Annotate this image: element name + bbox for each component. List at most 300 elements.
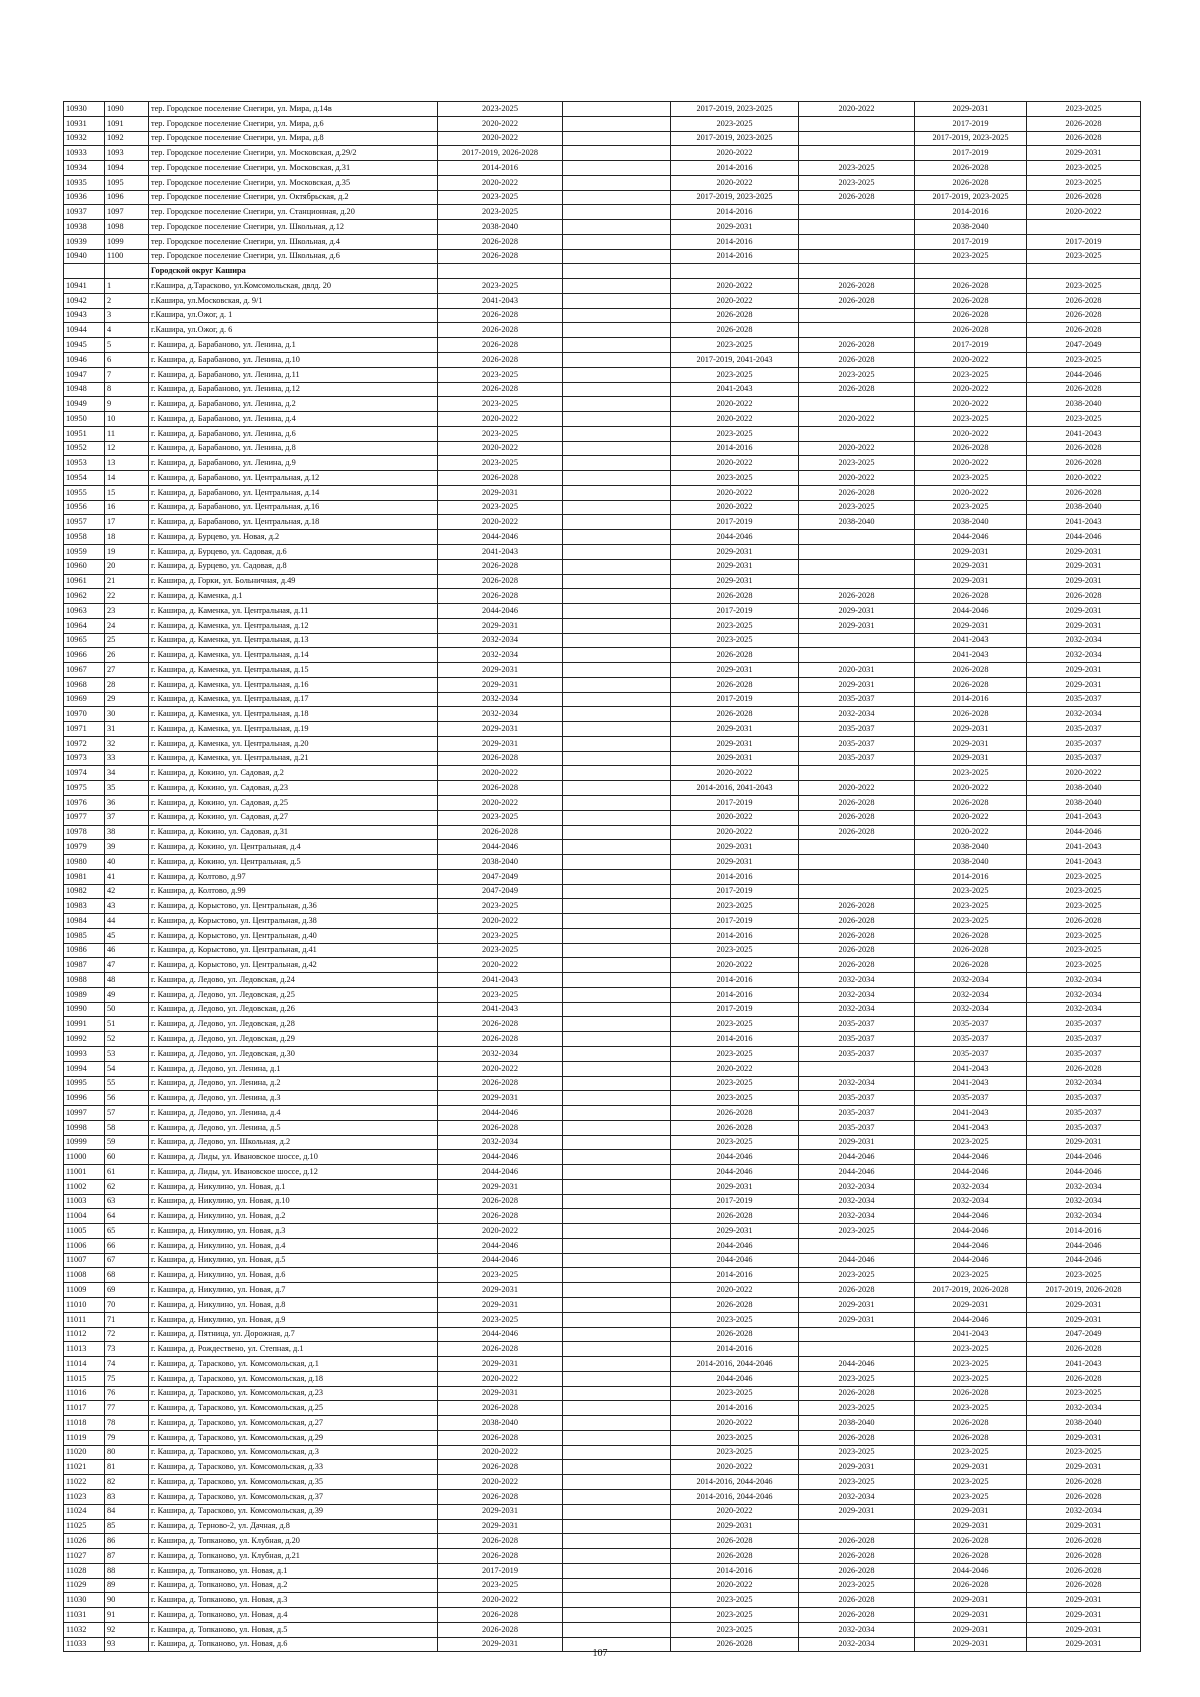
period-cell: 2026-2028 bbox=[1027, 1563, 1141, 1578]
period-cell: 2029-2031 bbox=[915, 736, 1027, 751]
address-cell: г. Кашира, д. Тарасково, ул. Комсомольская, д.27 bbox=[149, 1416, 438, 1431]
period-cell bbox=[563, 1194, 671, 1209]
period-cell: 2035-2037 bbox=[1027, 1032, 1141, 1047]
row-id-cell: 10974 bbox=[64, 766, 105, 781]
period-cell: 2014-2016 bbox=[671, 1563, 799, 1578]
period-cell: 2026-2028 bbox=[1027, 441, 1141, 456]
period-cell: 2026-2028 bbox=[438, 1194, 563, 1209]
row-id-cell: 11019 bbox=[64, 1430, 105, 1445]
period-cell: 2020-2022 bbox=[671, 810, 799, 825]
period-cell: 2044-2046 bbox=[438, 1165, 563, 1180]
period-cell: 2026-2028 bbox=[915, 161, 1027, 176]
row-number-cell: 35 bbox=[105, 781, 149, 796]
period-cell: 2023-2025 bbox=[1027, 1386, 1141, 1401]
address-cell: г. Кашира, д. Ледово, ул. Ледовская, д.28 bbox=[149, 1017, 438, 1032]
row-id-cell: 11021 bbox=[64, 1460, 105, 1475]
row-id-cell: 11033 bbox=[64, 1637, 105, 1652]
period-cell bbox=[799, 131, 915, 146]
period-cell: 2023-2025 bbox=[671, 1312, 799, 1327]
period-cell: 2029-2031 bbox=[915, 1519, 1027, 1534]
period-cell: 2041-2043 bbox=[915, 1061, 1027, 1076]
row-id-cell: 10973 bbox=[64, 751, 105, 766]
period-cell: 2029-2031 bbox=[799, 604, 915, 619]
period-cell: 2026-2028 bbox=[671, 1209, 799, 1224]
period-cell: 2023-2025 bbox=[1027, 899, 1141, 914]
table-row bbox=[64, 1135, 1141, 1150]
row-number-cell: 1097 bbox=[105, 205, 149, 220]
period-cell: 2032-2034 bbox=[1027, 648, 1141, 663]
period-cell bbox=[563, 958, 671, 973]
row-number-cell: 1 bbox=[105, 279, 149, 294]
period-cell: 2032-2034 bbox=[1027, 1209, 1141, 1224]
period-cell: 2014-2016, 2044-2046 bbox=[671, 1357, 799, 1372]
period-cell: 2023-2025 bbox=[671, 1430, 799, 1445]
period-cell: 2026-2028 bbox=[1027, 323, 1141, 338]
period-cell bbox=[563, 751, 671, 766]
table-row bbox=[64, 840, 1141, 855]
table-row bbox=[64, 663, 1141, 678]
row-number-cell: 58 bbox=[105, 1120, 149, 1135]
period-cell: 2029-2031 bbox=[915, 722, 1027, 737]
period-cell: 2020-2022 bbox=[671, 146, 799, 161]
address-cell: г. Кашира, д. Барабаново, ул. Центральная, д.14 bbox=[149, 485, 438, 500]
period-cell bbox=[563, 544, 671, 559]
row-id-cell: 10935 bbox=[64, 175, 105, 190]
address-cell: тер. Городское поселение Снегири, ул. Московская, д.35 bbox=[149, 175, 438, 190]
address-cell: г. Кашира, д. Никулино, ул. Новая, д.8 bbox=[149, 1298, 438, 1313]
address-cell: г.Кашира, ул.Ожог, д. 6 bbox=[149, 323, 438, 338]
period-cell: 2023-2025 bbox=[671, 1017, 799, 1032]
address-cell: г. Кашира, д. Ледово, ул. Ледовская, д.30 bbox=[149, 1047, 438, 1062]
period-cell: 2029-2031 bbox=[1027, 1460, 1141, 1475]
period-cell: 2029-2031 bbox=[671, 663, 799, 678]
table-row bbox=[64, 559, 1141, 574]
period-cell: 2023-2025 bbox=[671, 1076, 799, 1091]
row-number-cell: 61 bbox=[105, 1165, 149, 1180]
row-id-cell: 10979 bbox=[64, 840, 105, 855]
row-id-cell: 10969 bbox=[64, 692, 105, 707]
period-cell: 2026-2028 bbox=[799, 899, 915, 914]
row-id-cell: 10952 bbox=[64, 441, 105, 456]
period-cell: 2035-2037 bbox=[1027, 1106, 1141, 1121]
row-number-cell: 65 bbox=[105, 1224, 149, 1239]
period-cell: 2038-2040 bbox=[799, 1416, 915, 1431]
period-cell: 2026-2028 bbox=[915, 1549, 1027, 1564]
table-row bbox=[64, 1061, 1141, 1076]
period-cell: 2041-2043 bbox=[1027, 426, 1141, 441]
address-cell: г. Кашира, д. Каменка, ул. Центральная, д.21 bbox=[149, 751, 438, 766]
period-cell bbox=[563, 441, 671, 456]
period-cell: 2014-2016, 2044-2046 bbox=[671, 1475, 799, 1490]
row-number-cell: 25 bbox=[105, 633, 149, 648]
period-cell bbox=[563, 633, 671, 648]
period-cell: 2044-2046 bbox=[671, 1165, 799, 1180]
period-cell: 2029-2031 bbox=[438, 1637, 563, 1652]
period-cell: 2020-2022 bbox=[671, 397, 799, 412]
period-cell: 2029-2031 bbox=[1027, 1622, 1141, 1637]
period-cell: 2035-2037 bbox=[799, 1106, 915, 1121]
table-row bbox=[64, 530, 1141, 545]
period-cell: 2041-2043 bbox=[438, 293, 563, 308]
period-cell: 2032-2034 bbox=[799, 1209, 915, 1224]
period-cell: 2026-2028 bbox=[915, 1578, 1027, 1593]
period-cell: 2014-2016 bbox=[671, 1268, 799, 1283]
address-cell: г. Кашира, д. Бурцево, ул. Новая, д.2 bbox=[149, 530, 438, 545]
row-number-cell: 1096 bbox=[105, 190, 149, 205]
table-row bbox=[64, 1445, 1141, 1460]
period-cell: 2029-2031 bbox=[799, 1298, 915, 1313]
period-cell: 2026-2028 bbox=[671, 648, 799, 663]
address-cell: тер. Городское поселение Снегири, ул. Станционная, д.20 bbox=[149, 205, 438, 220]
address-cell: г. Кашира, д. Никулино, ул. Новая, д.7 bbox=[149, 1283, 438, 1298]
period-cell: 2020-2031 bbox=[799, 663, 915, 678]
period-cell: 2014-2016 bbox=[671, 928, 799, 943]
period-cell: 2017-2019, 2023-2025 bbox=[671, 190, 799, 205]
row-number-cell: 9 bbox=[105, 397, 149, 412]
row-number-cell: 91 bbox=[105, 1608, 149, 1623]
period-cell bbox=[563, 102, 671, 117]
period-cell bbox=[563, 1475, 671, 1490]
table-row bbox=[64, 1622, 1141, 1637]
table-row bbox=[64, 1519, 1141, 1534]
period-cell: 2029-2031 bbox=[671, 840, 799, 855]
period-cell: 2026-2028 bbox=[799, 279, 915, 294]
row-id-cell: 11008 bbox=[64, 1268, 105, 1283]
table-row bbox=[64, 1416, 1141, 1431]
row-id-cell: 10997 bbox=[64, 1106, 105, 1121]
table-row bbox=[64, 884, 1141, 899]
table-row bbox=[64, 412, 1141, 427]
period-cell bbox=[563, 987, 671, 1002]
period-cell: 2023-2025 bbox=[1027, 943, 1141, 958]
address-cell: г. Кашира, д. Ледово, ул. Ледовская, д.29 bbox=[149, 1032, 438, 1047]
row-id-cell: 10964 bbox=[64, 618, 105, 633]
address-cell: г. Кашира, д. Никулино, ул. Новая, д.3 bbox=[149, 1224, 438, 1239]
row-id-cell: 11010 bbox=[64, 1298, 105, 1313]
period-cell: 2023-2025 bbox=[1027, 175, 1141, 190]
period-cell bbox=[799, 574, 915, 589]
period-cell bbox=[563, 1061, 671, 1076]
period-cell: 2032-2034 bbox=[915, 1194, 1027, 1209]
row-id-cell: 10946 bbox=[64, 353, 105, 368]
period-cell: 2029-2031 bbox=[799, 1312, 915, 1327]
period-cell bbox=[563, 1120, 671, 1135]
row-id-cell: 10988 bbox=[64, 973, 105, 988]
period-cell bbox=[563, 1283, 671, 1298]
period-cell: 2023-2025 bbox=[671, 618, 799, 633]
address-cell: г. Кашира, д. Барабаново, ул. Ленина, д.12 bbox=[149, 382, 438, 397]
period-cell: 2044-2046 bbox=[915, 1253, 1027, 1268]
period-cell: 2026-2028 bbox=[915, 1430, 1027, 1445]
table-row bbox=[64, 1209, 1141, 1224]
period-cell: 2026-2028 bbox=[438, 338, 563, 353]
period-cell bbox=[563, 810, 671, 825]
period-cell bbox=[563, 677, 671, 692]
period-cell: 2044-2046 bbox=[799, 1357, 915, 1372]
period-cell: 2023-2025 bbox=[671, 1445, 799, 1460]
period-cell: 2023-2025 bbox=[671, 1091, 799, 1106]
period-cell: 2044-2046 bbox=[915, 1209, 1027, 1224]
period-cell: 2023-2025 bbox=[915, 899, 1027, 914]
table-row bbox=[64, 604, 1141, 619]
period-cell bbox=[563, 1238, 671, 1253]
table-row bbox=[64, 1165, 1141, 1180]
period-cell: 2026-2028 bbox=[915, 1386, 1027, 1401]
table-row bbox=[64, 825, 1141, 840]
table-row bbox=[64, 987, 1141, 1002]
period-cell: 2029-2031 bbox=[438, 1179, 563, 1194]
period-cell: 2020-2022 bbox=[438, 958, 563, 973]
row-number-cell: 79 bbox=[105, 1430, 149, 1445]
period-cell: 2023-2025 bbox=[438, 279, 563, 294]
period-cell bbox=[563, 1593, 671, 1608]
address-cell: г. Кашира, д. Барабаново, ул. Центральная, д.16 bbox=[149, 500, 438, 515]
address-cell: г. Кашира, д. Каменка, ул. Центральная, д.15 bbox=[149, 663, 438, 678]
row-number-cell: 52 bbox=[105, 1032, 149, 1047]
period-cell: 2023-2025 bbox=[438, 456, 563, 471]
period-cell: 2035-2037 bbox=[1027, 1091, 1141, 1106]
period-cell bbox=[563, 500, 671, 515]
table-row bbox=[64, 1549, 1141, 1564]
period-cell: 2026-2028 bbox=[438, 781, 563, 796]
table-row bbox=[64, 441, 1141, 456]
period-cell: 2023-2025 bbox=[915, 1475, 1027, 1490]
address-cell: г. Кашира, д. Кокино, ул. Садовая, д.27 bbox=[149, 810, 438, 825]
row-id-cell: 10986 bbox=[64, 943, 105, 958]
period-cell: 2023-2025 bbox=[799, 175, 915, 190]
address-cell: г. Кашира, д. Кокино, ул. Садовая, д.23 bbox=[149, 781, 438, 796]
period-cell: 2044-2046 bbox=[1027, 367, 1141, 382]
table-row bbox=[64, 1283, 1141, 1298]
period-cell bbox=[799, 884, 915, 899]
table-row bbox=[64, 249, 1141, 264]
period-cell: 2041-2043 bbox=[1027, 1357, 1141, 1372]
period-cell: 2023-2025 bbox=[1027, 958, 1141, 973]
period-cell: 2020-2022 bbox=[915, 397, 1027, 412]
period-cell: 2029-2031 bbox=[671, 574, 799, 589]
period-cell: 2026-2028 bbox=[438, 1622, 563, 1637]
table-row bbox=[64, 293, 1141, 308]
period-cell: 2023-2025 bbox=[915, 1371, 1027, 1386]
period-cell bbox=[563, 279, 671, 294]
period-cell: 2029-2031 bbox=[438, 1283, 563, 1298]
row-id-cell: 10963 bbox=[64, 604, 105, 619]
address-cell: г. Кашира, д. Рождествено, ул. Степная, д.1 bbox=[149, 1342, 438, 1357]
period-cell: 2035-2037 bbox=[1027, 1120, 1141, 1135]
period-cell: 2014-2016 bbox=[915, 869, 1027, 884]
period-cell: 2029-2031 bbox=[1027, 1430, 1141, 1445]
period-cell: 2029-2031 bbox=[1027, 1608, 1141, 1623]
period-cell: 2023-2025 bbox=[438, 943, 563, 958]
row-id-cell: 11027 bbox=[64, 1549, 105, 1564]
period-cell: 2026-2028 bbox=[438, 234, 563, 249]
period-cell: 2020-2022 bbox=[799, 412, 915, 427]
period-cell: 2026-2028 bbox=[1027, 308, 1141, 323]
period-cell bbox=[563, 928, 671, 943]
row-id-cell: 10989 bbox=[64, 987, 105, 1002]
row-id-cell: 10937 bbox=[64, 205, 105, 220]
period-cell: 2023-2025 bbox=[671, 1386, 799, 1401]
table-row bbox=[64, 855, 1141, 870]
period-cell bbox=[1027, 220, 1141, 235]
period-cell: 2023-2025 bbox=[671, 1622, 799, 1637]
row-number-cell: 19 bbox=[105, 544, 149, 559]
table-row bbox=[64, 899, 1141, 914]
period-cell: 2023-2025 bbox=[438, 1312, 563, 1327]
period-cell bbox=[563, 1327, 671, 1342]
row-id-cell: 10967 bbox=[64, 663, 105, 678]
period-cell: 2026-2028 bbox=[438, 751, 563, 766]
period-cell: 2035-2037 bbox=[915, 1091, 1027, 1106]
period-cell: 2026-2028 bbox=[799, 943, 915, 958]
period-cell: 2020-2022 bbox=[438, 1061, 563, 1076]
period-cell: 2020-2022 bbox=[915, 485, 1027, 500]
row-number-cell: 31 bbox=[105, 722, 149, 737]
period-cell: 2026-2028 bbox=[438, 308, 563, 323]
period-cell: 2026-2028 bbox=[671, 323, 799, 338]
period-cell bbox=[563, 1224, 671, 1239]
table-row bbox=[64, 928, 1141, 943]
period-cell bbox=[563, 795, 671, 810]
address-cell: г. Кашира, д. Тарасково, ул. Комсомольская, д.18 bbox=[149, 1371, 438, 1386]
row-id-cell: 10982 bbox=[64, 884, 105, 899]
period-cell: 2026-2028 bbox=[671, 1298, 799, 1313]
period-cell: 2032-2034 bbox=[799, 707, 915, 722]
period-cell: 2026-2028 bbox=[799, 485, 915, 500]
period-cell: 2029-2031 bbox=[915, 1460, 1027, 1475]
table-row bbox=[64, 500, 1141, 515]
period-cell: 2020-2022 bbox=[671, 1416, 799, 1431]
period-cell: 2029-2031 bbox=[915, 544, 1027, 559]
period-cell bbox=[563, 825, 671, 840]
period-cell: 2035-2037 bbox=[799, 722, 915, 737]
row-number-cell: 12 bbox=[105, 441, 149, 456]
row-number-cell: 27 bbox=[105, 663, 149, 678]
period-cell bbox=[563, 146, 671, 161]
row-id-cell: 10931 bbox=[64, 116, 105, 131]
row-id-cell: 11011 bbox=[64, 1312, 105, 1327]
address-cell: г. Кашира, д. Тарасково, ул. Комсомольская, д.3 bbox=[149, 1445, 438, 1460]
row-id-cell: 10938 bbox=[64, 220, 105, 235]
period-cell: 2020-2022 bbox=[671, 500, 799, 515]
row-number-cell: 75 bbox=[105, 1371, 149, 1386]
period-cell: 2041-2043 bbox=[915, 648, 1027, 663]
period-cell: 2041-2043 bbox=[438, 973, 563, 988]
table-row bbox=[64, 1578, 1141, 1593]
row-number-cell: 89 bbox=[105, 1578, 149, 1593]
row-number-cell: 1094 bbox=[105, 161, 149, 176]
row-number-cell: 34 bbox=[105, 766, 149, 781]
period-cell: 2044-2046 bbox=[799, 1253, 915, 1268]
table-row bbox=[64, 367, 1141, 382]
address-cell: г.Кашира, ул.Ожог, д. 1 bbox=[149, 308, 438, 323]
period-cell bbox=[563, 456, 671, 471]
period-cell: 2020-2022 bbox=[671, 175, 799, 190]
period-cell: 2029-2031 bbox=[1027, 663, 1141, 678]
section-header-row bbox=[64, 264, 1141, 279]
period-cell bbox=[563, 175, 671, 190]
row-number-cell: 42 bbox=[105, 884, 149, 899]
row-id-cell: 10953 bbox=[64, 456, 105, 471]
period-cell bbox=[563, 515, 671, 530]
period-cell: 2041-2043 bbox=[915, 633, 1027, 648]
period-cell: 2026-2028 bbox=[1027, 1489, 1141, 1504]
period-cell: 2023-2025 bbox=[671, 116, 799, 131]
address-cell: г. Кашира, д. Топканово, ул. Новая, д.3 bbox=[149, 1593, 438, 1608]
period-cell: 2032-2034 bbox=[1027, 1002, 1141, 1017]
address-cell: г. Кашира, д. Барабаново, ул. Ленина, д.4 bbox=[149, 412, 438, 427]
period-cell: 2035-2037 bbox=[1027, 692, 1141, 707]
row-id-cell: 10976 bbox=[64, 795, 105, 810]
address-cell: тер. Городское поселение Снегири, ул. Школьная, д.4 bbox=[149, 234, 438, 249]
row-number-cell: 8 bbox=[105, 382, 149, 397]
row-id-cell: 10959 bbox=[64, 544, 105, 559]
row-id-cell: 10948 bbox=[64, 382, 105, 397]
period-cell: 2029-2031 bbox=[438, 677, 563, 692]
address-cell: тер. Городское поселение Снегири, ул. Мира, д.14в bbox=[149, 102, 438, 117]
period-cell: 2017-2019 bbox=[1027, 234, 1141, 249]
period-cell: 2032-2034 bbox=[438, 1047, 563, 1062]
address-cell: г. Кашира, д. Барабаново, ул. Ленина, д.6 bbox=[149, 426, 438, 441]
table-row bbox=[64, 1460, 1141, 1475]
address-cell: г. Кашира, д. Каменка, ул. Центральная, д.12 bbox=[149, 618, 438, 633]
period-cell: 2023-2025 bbox=[1027, 928, 1141, 943]
period-cell: 2023-2025 bbox=[671, 471, 799, 486]
period-cell: 2035-2037 bbox=[1027, 736, 1141, 751]
row-id-cell: 10958 bbox=[64, 530, 105, 545]
row-number-cell: 68 bbox=[105, 1268, 149, 1283]
address-cell: г. Кашира, д. Кокино, ул. Центральная, д.4 bbox=[149, 840, 438, 855]
period-cell: 2023-2025 bbox=[915, 412, 1027, 427]
period-cell: 2032-2034 bbox=[438, 633, 563, 648]
period-cell: 2026-2028 bbox=[438, 1032, 563, 1047]
period-cell bbox=[799, 397, 915, 412]
period-cell: 2020-2022 bbox=[671, 293, 799, 308]
period-cell: 2023-2025 bbox=[438, 190, 563, 205]
period-cell: 2026-2028 bbox=[671, 308, 799, 323]
period-cell: 2014-2016 bbox=[915, 692, 1027, 707]
address-cell: г. Кашира, д. Ледово, ул. Ледовская, д.25 bbox=[149, 987, 438, 1002]
period-cell: 2020-2022 bbox=[671, 456, 799, 471]
row-number-cell: 63 bbox=[105, 1194, 149, 1209]
period-cell: 2029-2031 bbox=[799, 1504, 915, 1519]
period-cell: 2023-2025 bbox=[438, 426, 563, 441]
period-cell: 2014-2016 bbox=[671, 987, 799, 1002]
period-cell: 2017-2019, 2023-2025 bbox=[915, 131, 1027, 146]
period-cell: 2029-2031 bbox=[799, 1135, 915, 1150]
row-id-cell: 10955 bbox=[64, 485, 105, 500]
period-cell: 2038-2040 bbox=[915, 515, 1027, 530]
address-cell: г. Кашира, д. Барабаново, ул. Центральная, д.12 bbox=[149, 471, 438, 486]
period-cell: 2020-2022 bbox=[799, 781, 915, 796]
period-cell: 2023-2025 bbox=[671, 1047, 799, 1062]
period-cell: 2014-2016 bbox=[671, 1032, 799, 1047]
table-row bbox=[64, 1593, 1141, 1608]
period-cell bbox=[563, 707, 671, 722]
address-cell: г. Кашира, д. Никулино, ул. Новая, д.9 bbox=[149, 1312, 438, 1327]
period-cell: 2017-2019 bbox=[671, 1002, 799, 1017]
period-cell: 2023-2025 bbox=[1027, 412, 1141, 427]
row-number-cell: 17 bbox=[105, 515, 149, 530]
period-cell: 2017-2019 bbox=[438, 1563, 563, 1578]
period-cell: 2020-2022 bbox=[1027, 205, 1141, 220]
period-cell: 2041-2043 bbox=[1027, 855, 1141, 870]
row-id-cell: 11003 bbox=[64, 1194, 105, 1209]
row-id-cell: 10962 bbox=[64, 589, 105, 604]
period-cell bbox=[563, 943, 671, 958]
period-cell: 2026-2028 bbox=[1027, 485, 1141, 500]
period-cell: 2035-2037 bbox=[1027, 751, 1141, 766]
